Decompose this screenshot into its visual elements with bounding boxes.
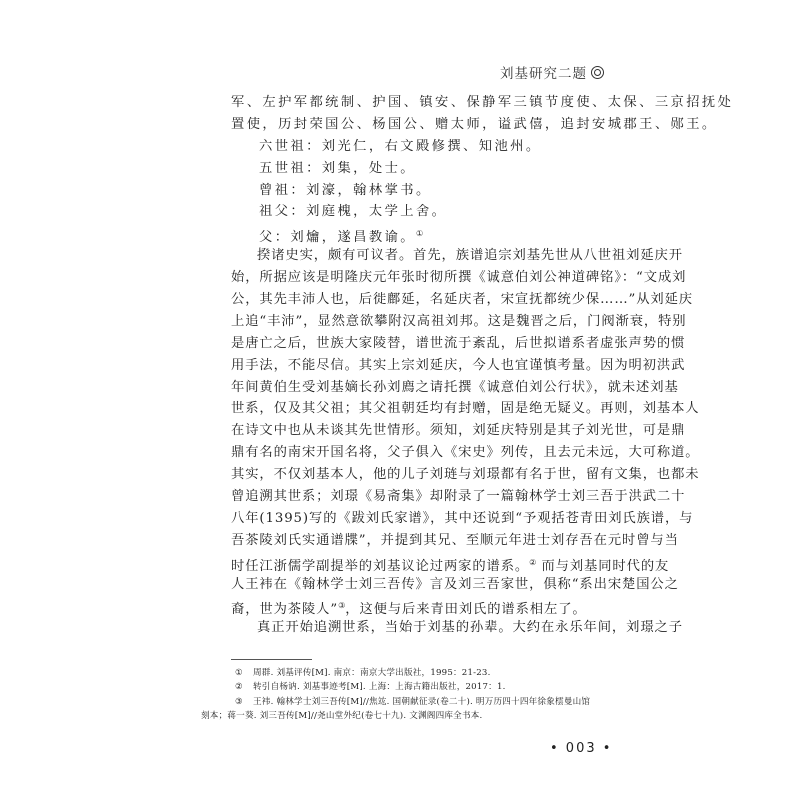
line-text: 父：刘爚，遂昌教谕。: [259, 230, 416, 246]
double-circle-icon: [591, 66, 604, 79]
footnote-number: ③: [235, 696, 243, 707]
text-line: [231, 574, 679, 596]
line-text: 上追“丰沛”，显然意欲攀附汉高祖刘邦。这是魏晋之后，门阀渐衰，特别: [231, 313, 687, 329]
text-line: [231, 355, 686, 377]
line-text: 鼎有名的南宋开国名将，父子俱入《宋史》列传，且去元未远，大可称道。: [231, 445, 700, 461]
text-line: [231, 289, 693, 311]
text-line: [231, 180, 603, 202]
line-text: 时任江浙儒学副提举的刘基议论过两家的谱系。: [231, 558, 530, 574]
text-line: [231, 442, 700, 464]
line-text: 人王袆在《翰林学士刘三吾传》言及刘三吾家世，俱称“系出宋楚国公之: [231, 576, 679, 592]
text-line: [231, 552, 670, 574]
text-line: [231, 158, 603, 180]
line-text: 其实，不仅刘基本人，他的儿子刘琏与刘璟都有名于世，留有文集，也都未: [231, 467, 700, 483]
footnote: [231, 680, 606, 694]
text-line: [231, 311, 687, 333]
text-line: [231, 223, 603, 245]
text-line: [231, 92, 734, 114]
text-line: [231, 136, 603, 158]
line-text: 五世祖：刘集，处士。: [259, 160, 416, 176]
body-text: [231, 92, 734, 639]
footnote-text: 转引自杨讷. 刘基事迹考[M]. 上海：上海古籍出版社，2017：1.: [253, 682, 506, 693]
footnote-text: 王袆. 翰林学士刘三吾传[M]//焦竑. 国朝献征录(卷二十). 明万历四十四年徐象橒曼山馆: [253, 696, 591, 707]
text-line: [231, 508, 694, 530]
text-line: [231, 420, 686, 442]
text-line: [231, 114, 718, 136]
text-line: [231, 464, 700, 486]
footnote: [231, 695, 606, 709]
running-header: [500, 62, 604, 82]
line-text: 八年(1395)写的《跋刘氏家谱》，其中还说到“予观括苍青田刘氏族谱，与: [231, 510, 694, 526]
running-title: 刘基研究二题: [500, 66, 587, 82]
line-text: 曾祖：刘濠，翰林掌书。: [259, 182, 432, 198]
text-line: [231, 201, 603, 223]
line-text: 真正开始追溯世系，当始于刘基的孙辈。大约在永乐年间，刘璟之子: [257, 620, 683, 636]
line-text: 世系，仅及其父祖；其父祖朝廷均有封赠，固是绝无疑义。再则，刘基本人: [231, 401, 700, 417]
line-text: 公，其先丰沛人也，后徙鄜延，名延庆者，宋宣抚都统少保……”从刘延庆: [231, 292, 693, 308]
footnotes: [201, 666, 606, 724]
line-text: 在诗文中也从未谈其先世情形。须知，刘延庆特别是其子刘光世，可是鼎: [231, 423, 686, 439]
page-number: • 003 •: [550, 741, 613, 756]
text-line: [231, 333, 686, 355]
text-line: [231, 398, 700, 420]
footnote-text: 刻本；蒋一葵. 刘三吾传[M]//尧山堂外纪(卷七十九). 文渊阁四库全书本.: [201, 711, 483, 722]
line-text: 而与刘基同时代的友: [536, 558, 670, 574]
text-line: [231, 377, 679, 399]
footnote-ref[interactable]: ①: [415, 229, 424, 239]
footnote-ref[interactable]: ③: [338, 601, 346, 611]
text-line: [231, 486, 686, 508]
text-line: [231, 267, 687, 289]
line-text: 始，所据应该是明隆庆元年张时彻所撰《诚意伯刘公神道碑铭》：“文成刘: [231, 270, 687, 286]
text-line: [231, 595, 603, 617]
footnote-number: ①: [235, 668, 243, 678]
line-text: 曾追溯其世系；刘璟《易斋集》却附录了一篇翰林学士刘三吾于洪武二十: [231, 489, 686, 505]
line-text: 是唐亡之后，世族大家陵替，谱世流于紊乱，后世拟谱系者虚张声势的惯: [231, 335, 686, 351]
text-line: [231, 617, 683, 639]
line-text: 用手法，不能尽信。其实上宗刘延庆，今人也宜谨慎考量。因为明初洪武: [231, 357, 686, 373]
line-text: 年间黄伯生受刘基嫡长孙刘廌之请托撰《诚意伯刘公行状》，就未述刘基: [231, 379, 679, 395]
line-text: ，这便与后来青田刘氏的谱系相左了。: [345, 602, 587, 618]
line-text: 置使，历封荣国公、杨国公、赠太师，谥武僖，追封安城郡王、郧王。: [231, 116, 718, 132]
line-text: 吾茶陵刘氏实通谱牒”，并提到其兄、至顺元年进士刘存吾在元时曾与当: [231, 532, 679, 548]
footnote: [231, 666, 606, 680]
text-line: [231, 530, 679, 552]
line-text: 六世祖：刘光仁，右文殿修撰、知池州。: [259, 138, 542, 154]
footnote-ref[interactable]: ②: [529, 557, 537, 567]
footnote-divider: [231, 659, 312, 660]
line-text: 裔，世为茶陵人”: [231, 602, 339, 618]
line-text: 军、左护军都统制、护国、镇安、保静军三镇节度使、太保、三京招抚处: [231, 95, 734, 110]
footnote-number: ②: [235, 682, 243, 693]
line-text: 揆诸史实，颇有可议者。首先，族谱追宗刘基先世从八世祖刘延庆开: [257, 248, 683, 264]
line-text: 祖父：刘庭槐，太学上舍。: [259, 204, 448, 220]
footnote-text: 周群. 刘基评传[M]. 南京：南京大学出版社，1995：21-23.: [253, 668, 491, 678]
footnote: [201, 709, 606, 723]
text-line: [231, 245, 683, 267]
